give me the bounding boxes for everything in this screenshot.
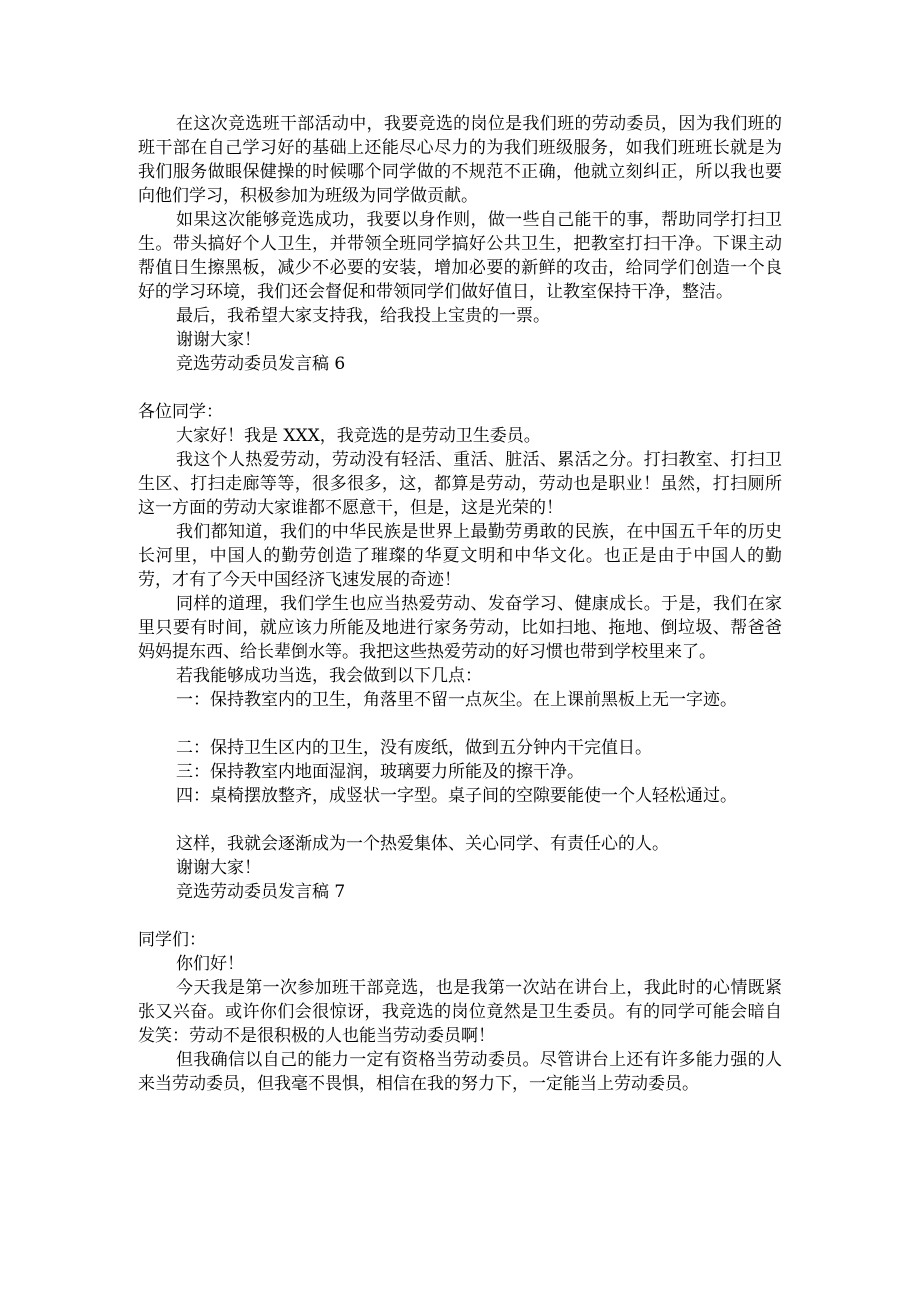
paragraph-greeting-7: 你们好！ — [176, 954, 244, 974]
paragraph-conclusion-6: 这样，我就会逐渐成为一个热爱集体、关心同学、有责任心的人。 — [176, 834, 669, 854]
salutation-6: 各位同学： — [138, 402, 223, 422]
paragraph-points-intro: 若我能够成功当选，我会做到以下几点： — [176, 666, 482, 686]
paragraph-intro: 在这次竞选班干部活动中，我要竞选的岗位是我们班的劳动委员，因为我们班的班干部在自己学习好的基础上还能尽心尽力的为我们班级服务，如我们班班长就是为我们服务做眼保健操的时候哪个同学做的不规范不正确，他就立刻纠正，所以我也要向他们学习，积极参加为班级为同学做贡献。 — [138, 114, 782, 206]
document-page — [138, 112, 782, 1096]
paragraph-love-labor: 我这个人热爱劳动，劳动没有轻活、重活、脏活、累活之分。打扫教室、打扫卫生区、打扫走廊等等，很多很多，这，都算是劳动，劳动也是职业！虽然，打扫厕所这一方面的劳动大家谁都不愿意干，但是，这是光荣的！ — [138, 450, 782, 518]
salutation-7: 同学们： — [138, 930, 206, 950]
section-title-7: 竞选劳动委员发言稿 7 — [176, 882, 346, 902]
blank-line — [138, 376, 782, 400]
paragraph-nation: 我们都知道，我们的中华民族是世界上最勤劳勇敢的民族，在中国五千年的历史长河里，中国人的勤劳创造了璀璨的华夏文明和中华文化。也正是由于中国人的勤劳，才有了今天中国经济飞速发展的奇迹！ — [138, 522, 782, 590]
blank-line — [138, 808, 782, 832]
paragraph-thanks: 谢谢大家！ — [176, 330, 261, 350]
point-four: 四：桌椅摆放整齐，成竖状一字型。桌子间的空隙要能使一个人轻松通过。 — [176, 786, 737, 806]
blank-line — [138, 904, 782, 928]
blank-line — [138, 712, 782, 736]
paragraph-plan: 如果这次能够竞选成功，我要以身作则，做一些自己能干的事，帮助同学打扫卫生。带头搞好个人卫生，并带领全班同学搞好公共卫生，把教室打扫干净。下课主动帮值日生擦黑板，减少不必要的安装，增加必要的新鲜的攻击，给同学们创造一个良好的学习环境，我们还会督促和带领同学们做好值日，让教室保持干净，整洁。 — [138, 210, 782, 302]
point-two: 二：保持卫生区内的卫生，没有废纸，做到五分钟内干完值日。 — [176, 738, 652, 758]
paragraph-confidence: 但我确信以自己的能力一定有资格当劳动委员。尽管讲台上还有许多能力强的人来当劳动委员，但我毫不畏惧，相信在我的努力下，一定能当上劳动委员。 — [138, 1050, 782, 1094]
paragraph-first-time: 今天我是第一次参加班干部竞选，也是我第一次站在讲台上，我此时的心情既紧张又兴奋。或许你们会很惊讶，我竞选的岗位竟然是卫生委员。有的同学可能会暗自发笑：劳动不是很积极的人也能当劳动委员啊！ — [138, 978, 782, 1046]
paragraph-closing: 最后，我希望大家支持我，给我投上宝贵的一票。 — [176, 306, 550, 326]
point-one: 一：保持教室内的卫生，角落里不留一点灰尘。在上课前黑板上无一字迹。 — [176, 690, 737, 710]
paragraph-students: 同样的道理，我们学生也应当热爱劳动、发奋学习、健康成长。于是，我们在家里只要有时间，就应该力所能及地进行家务劳动，比如扫地、拖地、倒垃圾、帮爸爸妈妈提东西、给长辈倒水等。我把这些热爱劳动的好习惯也带到学校里来了。 — [138, 594, 782, 662]
point-three: 三：保持教室内地面湿润，玻璃要力所能及的擦干净。 — [176, 762, 584, 782]
section-title-6: 竞选劳动委员发言稿 6 — [176, 354, 346, 374]
paragraph-greeting-6: 大家好！我是 XXX，我竞选的是劳动卫生委员。 — [176, 426, 541, 446]
paragraph-thanks-6: 谢谢大家！ — [176, 858, 261, 878]
